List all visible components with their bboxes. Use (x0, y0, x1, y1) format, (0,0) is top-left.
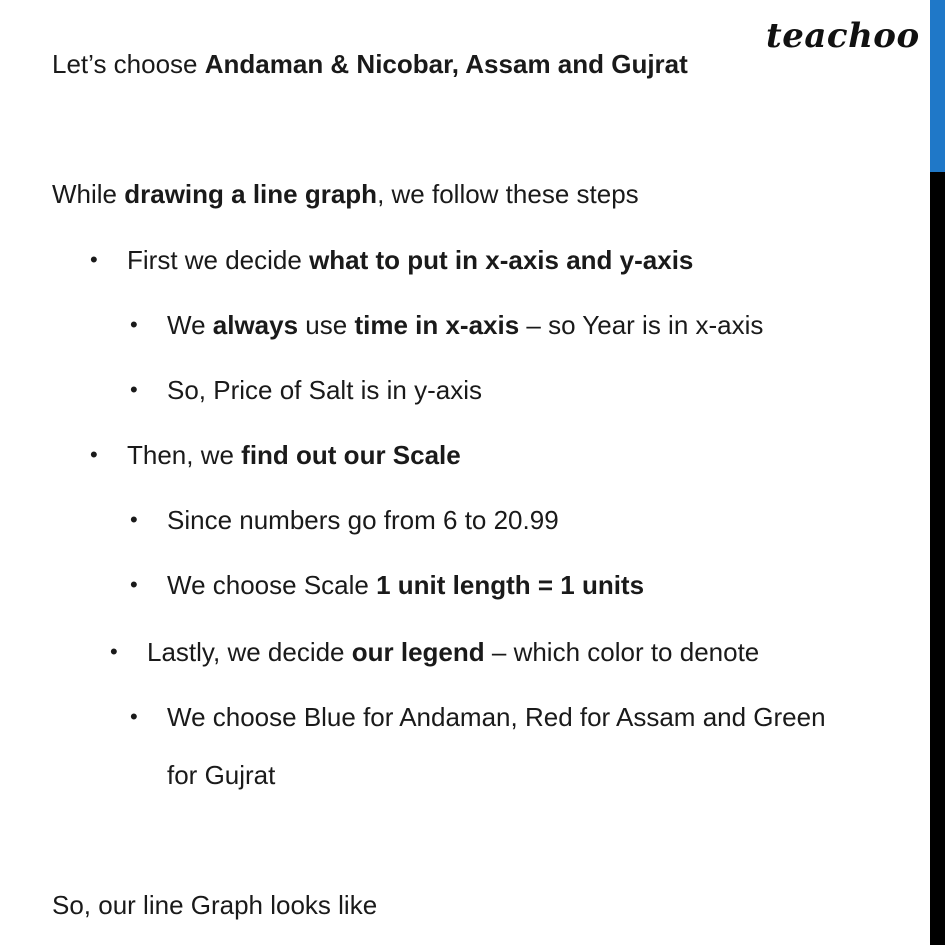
bullet-step-3-sub-1: • (130, 704, 138, 729)
bullet-step-1-sub-2: • (130, 377, 138, 402)
bullet-step-2: • (90, 442, 98, 467)
step-1-text: First we decide what to put in x-axis and y-axis (127, 245, 694, 275)
teachoo-logo: teachoo (766, 16, 920, 56)
bullet-step-1: • (90, 247, 98, 272)
step-1-sub-1-text: We always use time in x-axis – so Year is in x-axis (167, 310, 764, 340)
step-2-sub-2-text: We choose Scale 1 unit length = 1 units (167, 570, 645, 600)
step-1-sub-2-text: So, Price of Salt is in y-axis (167, 375, 482, 405)
intro-line: Let’s choose Andaman & Nicobar, Assam and Gujrat (52, 49, 688, 79)
bullet-step-2-sub-1: • (130, 507, 138, 532)
step-3-sub-1-line-2: for Gujrat (167, 760, 276, 790)
step-2-text: Then, we find out our Scale (127, 440, 461, 470)
bullet-step-3: • (110, 639, 118, 664)
bullet-step-2-sub-2: • (130, 572, 138, 597)
side-bar-accent (930, 0, 945, 172)
bullet-step-1-sub-1: • (130, 312, 138, 337)
step-3-sub-1-line-1: We choose Blue for Andaman, Red for Assam and Green (167, 702, 826, 732)
steps-intro-line: While drawing a line graph, we follow these steps (52, 179, 639, 209)
step-3-text: Lastly, we decide our legend – which color to denote (147, 637, 760, 667)
step-2-sub-1-text: Since numbers go from 6 to 20.99 (167, 505, 559, 535)
conclusion-line: So, our line Graph looks like (52, 890, 378, 920)
